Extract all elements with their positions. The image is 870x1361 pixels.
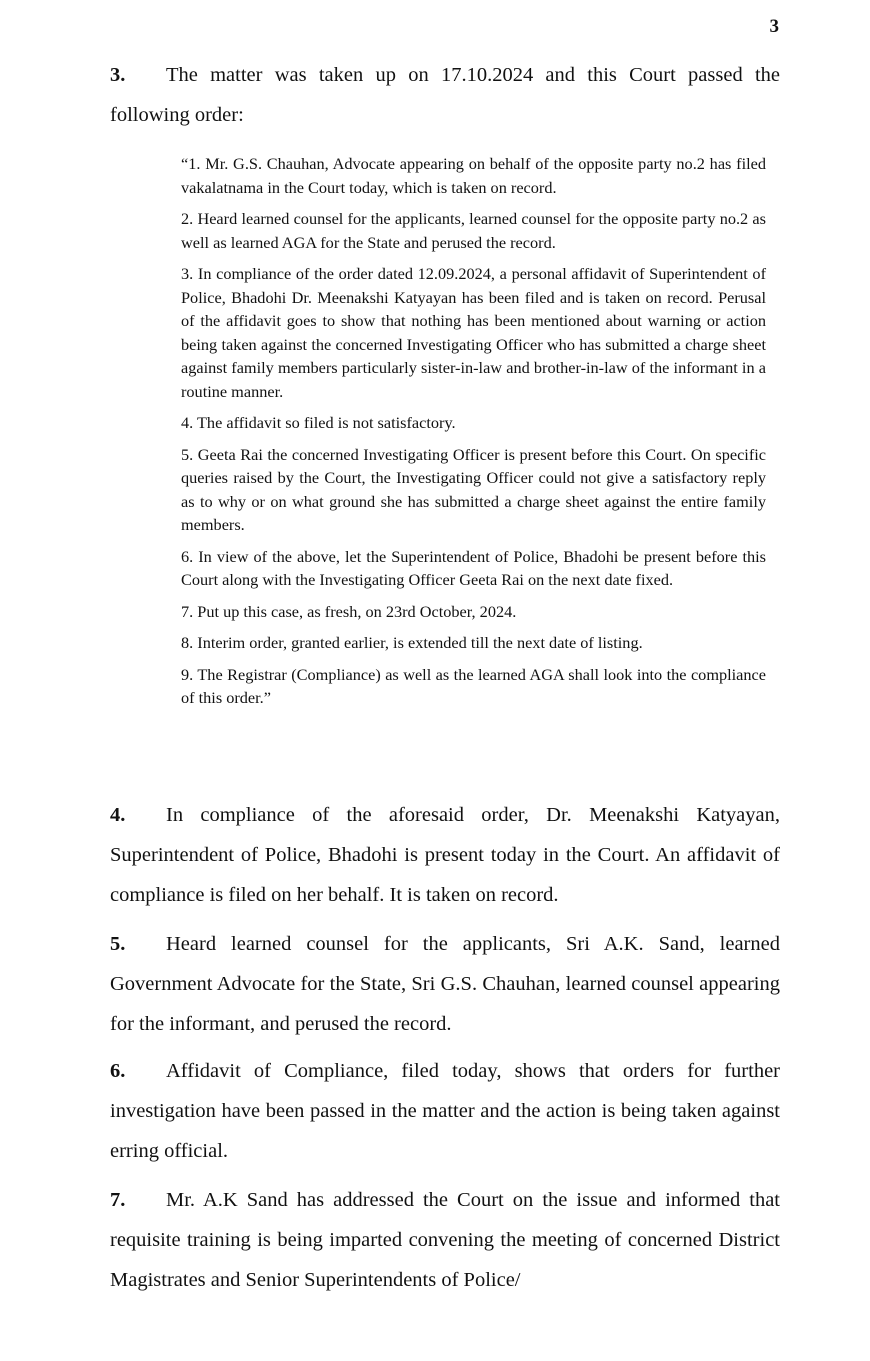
paragraph-6 bbox=[110, 1051, 780, 1171]
paragraph-text: Heard learned counsel for the applicants, Sri A.K. Sand, learned Government Advocate for the State, Sri G.S. Chauhan, learned counsel appearing for the informant, and perused the record. bbox=[110, 933, 780, 1035]
paragraph-number: 5. bbox=[110, 933, 126, 955]
quoted-order-item: 9. The Registrar (Compliance) as well as the learned AGA shall look into the compliance of this order.” bbox=[181, 664, 766, 707]
paragraph-text: In compliance of the aforesaid order, Dr. Meenakshi Katyayan, Superintendent of Police, Bhadohi is present today in the Court. An affidavit of compliance is filed on her behalf. It is taken on record. bbox=[110, 804, 780, 906]
paragraph-4 bbox=[110, 795, 780, 915]
quoted-order-item: 7. Put up this case, as fresh, on 23rd October, 2024. bbox=[181, 601, 517, 621]
paragraph-number: 3. bbox=[110, 64, 126, 86]
quoted-order-item: 6. In view of the above, let the Superintendent of Police, Bhadohi be present before this Court along with the Investigating Officer Geeta Rai on the next date fixed. bbox=[181, 546, 766, 589]
paragraph-number: 7. bbox=[110, 1189, 126, 1211]
paragraph-number: 6. bbox=[110, 1060, 126, 1082]
paragraph-3 bbox=[110, 55, 780, 135]
page-number: 3 bbox=[769, 16, 779, 37]
paragraph-5 bbox=[110, 924, 780, 1044]
paragraph-text: Affidavit of Compliance, filed today, shows that orders for further investigation have been passed in the matter and the action is being taken against erring official. bbox=[110, 1060, 780, 1162]
paragraph-7 bbox=[110, 1180, 780, 1300]
quoted-order-item: 8. Interim order, granted earlier, is extended till the next date of listing. bbox=[181, 633, 643, 652]
quoted-order-item: 5. Geeta Rai the concerned Investigating Officer is present before this Court. On specific queries raised by the Court, the Investigating Officer could not give a satisfactory reply as to why or on what ground she has submitted a charge sheet against the entire family members. bbox=[181, 444, 766, 534]
paragraph-number: 4. bbox=[110, 804, 126, 826]
quoted-order-item: “1. Mr. G.S. Chauhan, Advocate appearing on behalf of the opposite party no.2 has filed vakalatnama in the Court today, which is taken on record. bbox=[181, 154, 766, 197]
quoted-order-item: 4. The affidavit so filed is not satisfactory. bbox=[181, 413, 456, 432]
quoted-order-item: 3. In compliance of the order dated 12.09.2024, a personal affidavit of Superintendent of Police, Bhadohi Dr. Meenakshi Katyayan has been filed and is taken on record. Perusal of the affidavit goes to show that nothing has been mentioned about warning or action being taken against the concerned Investigating Officer who has submitted a charge sheet against family members particularly sister-in-law and brother-in-law of the informant in a routine manner. bbox=[181, 264, 766, 401]
paragraph-text: Mr. A.K Sand has addressed the Court on the issue and informed that requisite training is being imparted convening the meeting of concerned District Magistrates and Senior Superintendents of Police/ bbox=[110, 1189, 780, 1291]
quoted-order-item: 2. Heard learned counsel for the applicants, learned counsel for the opposite party no.2 as well as learned AGA for the State and perused the record. bbox=[181, 209, 766, 252]
quoted-order bbox=[181, 152, 766, 718]
paragraph-text: The matter was taken up on 17.10.2024 and this Court passed the following order: bbox=[110, 64, 780, 126]
